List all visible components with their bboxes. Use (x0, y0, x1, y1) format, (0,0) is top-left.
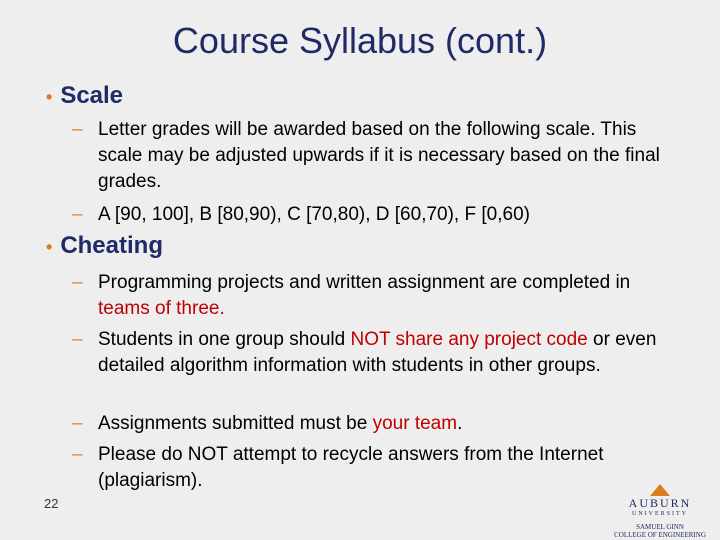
bullet-scale (46, 82, 123, 110)
dash-icon: – (72, 119, 83, 140)
logo-line2: SAMUEL GINN (636, 523, 684, 531)
cheating-item-3 (72, 411, 674, 437)
dash-icon: – (72, 329, 83, 350)
logo-mark-icon (650, 484, 670, 496)
cheating-item-3-text: Assignments submitted must be your team. (98, 413, 463, 434)
scale-heading: Scale (60, 82, 124, 109)
dash-icon: – (72, 413, 83, 434)
logo-name: AUBURN (628, 496, 692, 510)
highlight-text: teams of three. (98, 298, 225, 319)
slide-title: Course Syllabus (cont.) (172, 20, 548, 61)
cheating-item-4-text: Please do NOT attempt to recycle answers from the Internet (plagiarism). (98, 444, 604, 491)
highlight-text: NOT share any project code (350, 329, 588, 350)
bullet-dot-icon: • (46, 237, 53, 257)
logo-line1: UNIVERSITY (632, 511, 688, 517)
bullet-cheating (46, 232, 163, 260)
scale-item-1 (72, 117, 674, 195)
page-number: 22 (44, 496, 59, 511)
cheating-item-1-text: Programming projects and written assignment are completed in teams of three. (98, 272, 631, 319)
bullet-dot-icon: • (46, 87, 53, 107)
cheating-heading: Cheating (60, 232, 163, 259)
scale-item-2-text: A [90, 100], B [80,90), C [70,80), D [60,70), F [0,60) (98, 204, 530, 225)
dash-icon: – (72, 444, 83, 465)
scale-item-1-text: Letter grades will be awarded based on the following scale. This scale may be adjusted upwards if it is necessary based on the final grades. (98, 119, 660, 192)
scale-item-2 (72, 202, 674, 228)
auburn-logo (612, 484, 708, 539)
logo-line3: COLLEGE OF ENGINEERING (614, 531, 706, 539)
highlight-text: your team (372, 413, 458, 434)
cheating-item-2 (72, 327, 674, 379)
cheating-item-1 (72, 270, 674, 322)
dash-icon: – (72, 204, 83, 225)
dash-icon: – (72, 272, 83, 293)
cheating-item-2-text: Students in one group should NOT share any project code or even detailed algorithm information with students in other groups. (98, 329, 657, 376)
cheating-item-4 (72, 442, 674, 494)
